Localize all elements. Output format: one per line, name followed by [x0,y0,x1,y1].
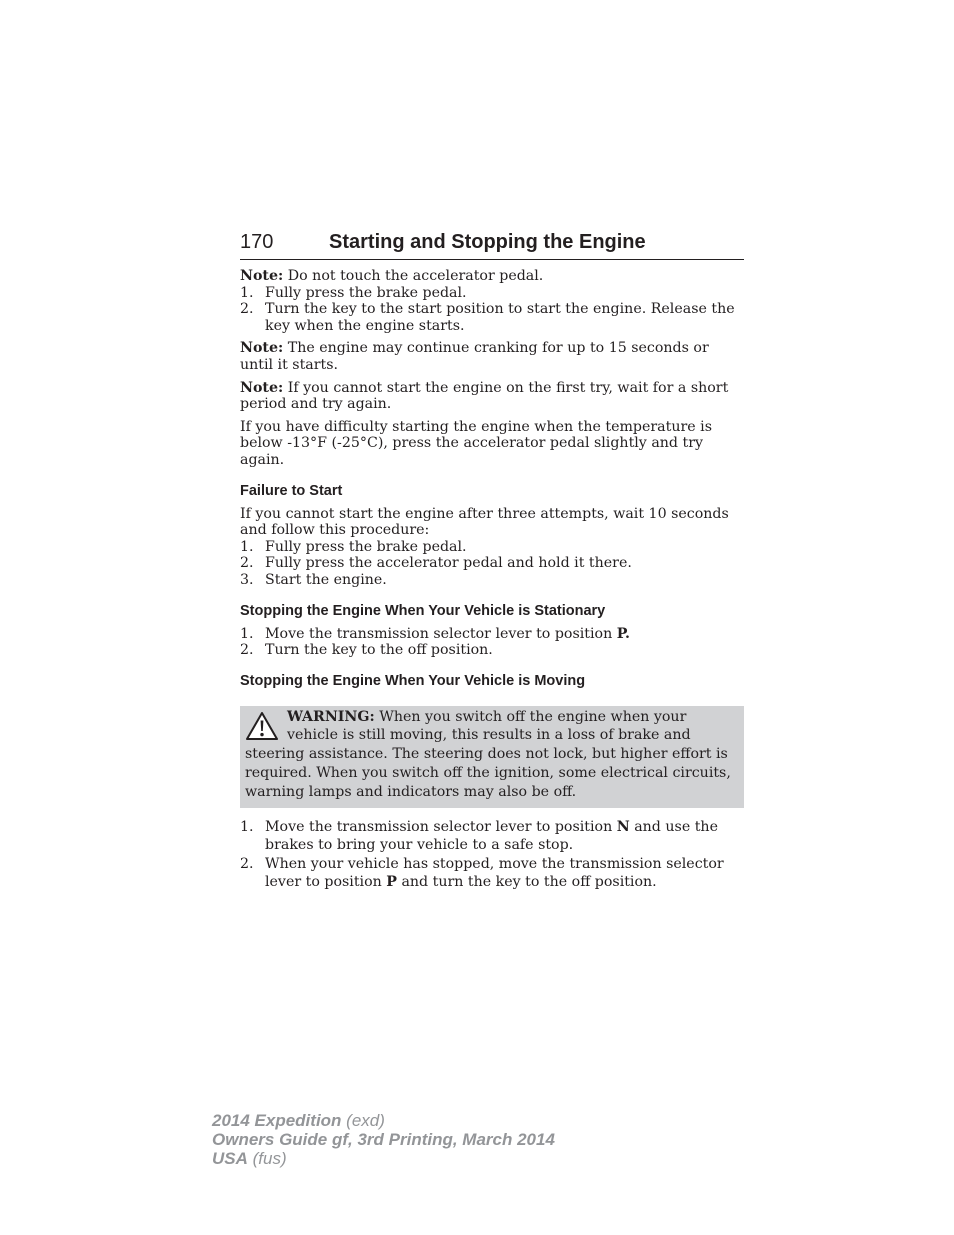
note-text: The engine may continue cranking for up to 15 seconds or until it starts. [240,340,709,373]
stationary-steps [240,626,744,659]
step-bold: P. [616,625,630,642]
list-item [240,555,744,572]
step-number: 1. [240,284,254,301]
list-item [240,855,744,892]
footer-market-code: (fus) [247,1149,287,1168]
step-bold: N [616,818,630,835]
step-number: 1. [240,818,254,835]
step-text: Fully press the accelerator pedal and hold it there. [265,555,632,572]
note-label: Note: [240,379,284,396]
step-number: 1. [240,625,254,642]
warning-box [240,706,744,808]
step-number: 2. [240,555,254,572]
note-text: If you cannot start the engine on the first try, wait for a short period and try again. [240,379,729,413]
warning-triangle-icon [245,711,279,741]
note-label: Note: [240,268,284,284]
list-item [240,285,744,302]
failure-paragraph: If you cannot start the engine after three attempts, wait 10 seconds and follow this procedure: [240,505,729,539]
page-number: 170 [240,231,274,253]
footer-printing: Owners Guide gf, 3rd Printing, March 2014 [212,1130,555,1149]
note-label: Note: [240,340,284,357]
step-text: and turn the key to the off position. [396,874,657,891]
failure-heading: Failure to Start [240,482,343,499]
step-number: 1. [240,538,254,555]
footer-line [212,1149,555,1168]
note-cranking [240,340,744,373]
step-text: Turn the key to the off position. [265,642,493,659]
step-text: When your vehicle has stopped, move the transmission selector lever to position [265,855,724,891]
footer-model-code: (exd) [341,1111,385,1130]
moving-steps [240,818,744,892]
page-header [240,229,744,260]
list-item [240,626,744,643]
note-accelerator [240,268,744,285]
footer-model: 2014 Expedition [212,1111,342,1130]
step-number: 2. [240,642,254,659]
footer-line [212,1130,555,1149]
page-content [240,268,744,898]
step-text: Start the engine. [265,571,387,588]
cold-start-paragraph: If you have difficulty starting the engine when the temperature is below -13°F (-25°C), press the accelerator pedal slightly and try again. [240,418,712,468]
warning-text: When you switch off the engine when your vehicle is still moving, this results in a loss of brake and steering assistance. The steering does not lock, but higher effort is required. When you switch off the ignition, some electrical circuits, warning lamps and indicators may also be off. [245,708,731,800]
step-bold: P [386,874,397,891]
warning-label: WARNING: [287,708,375,725]
footer-line [212,1111,555,1130]
moving-heading: Stopping the Engine When Your Vehicle is Moving [240,672,586,689]
list-item [240,642,744,659]
step-text: Fully press the brake pedal. [265,538,467,555]
step-text: Move the transmission selector lever to position [265,625,617,642]
page-footer [212,1111,555,1168]
list-item [240,572,744,589]
note-first-try [240,380,744,413]
step-text: and use the brakes to bring your vehicle to a safe stop. [265,818,718,854]
start-steps [240,285,744,335]
page-title: Starting and Stopping the Engine [329,231,646,253]
step-text: Move the transmission selector lever to position [265,818,617,835]
step-number: 3. [240,571,254,588]
step-text: Fully press the brake pedal. [265,284,467,301]
list-item [240,539,744,556]
note-text: Do not touch the accelerator pedal. [283,268,544,284]
list-item [240,301,744,334]
list-item [240,818,744,855]
step-text: Turn the key to the start position to start the engine. Release the key when the engine starts. [265,301,735,334]
step-number: 2. [240,855,254,872]
stationary-heading: Stopping the Engine When Your Vehicle is Stationary [240,602,606,619]
footer-market: USA [212,1149,248,1168]
step-number: 2. [240,301,254,318]
failure-steps [240,539,744,589]
